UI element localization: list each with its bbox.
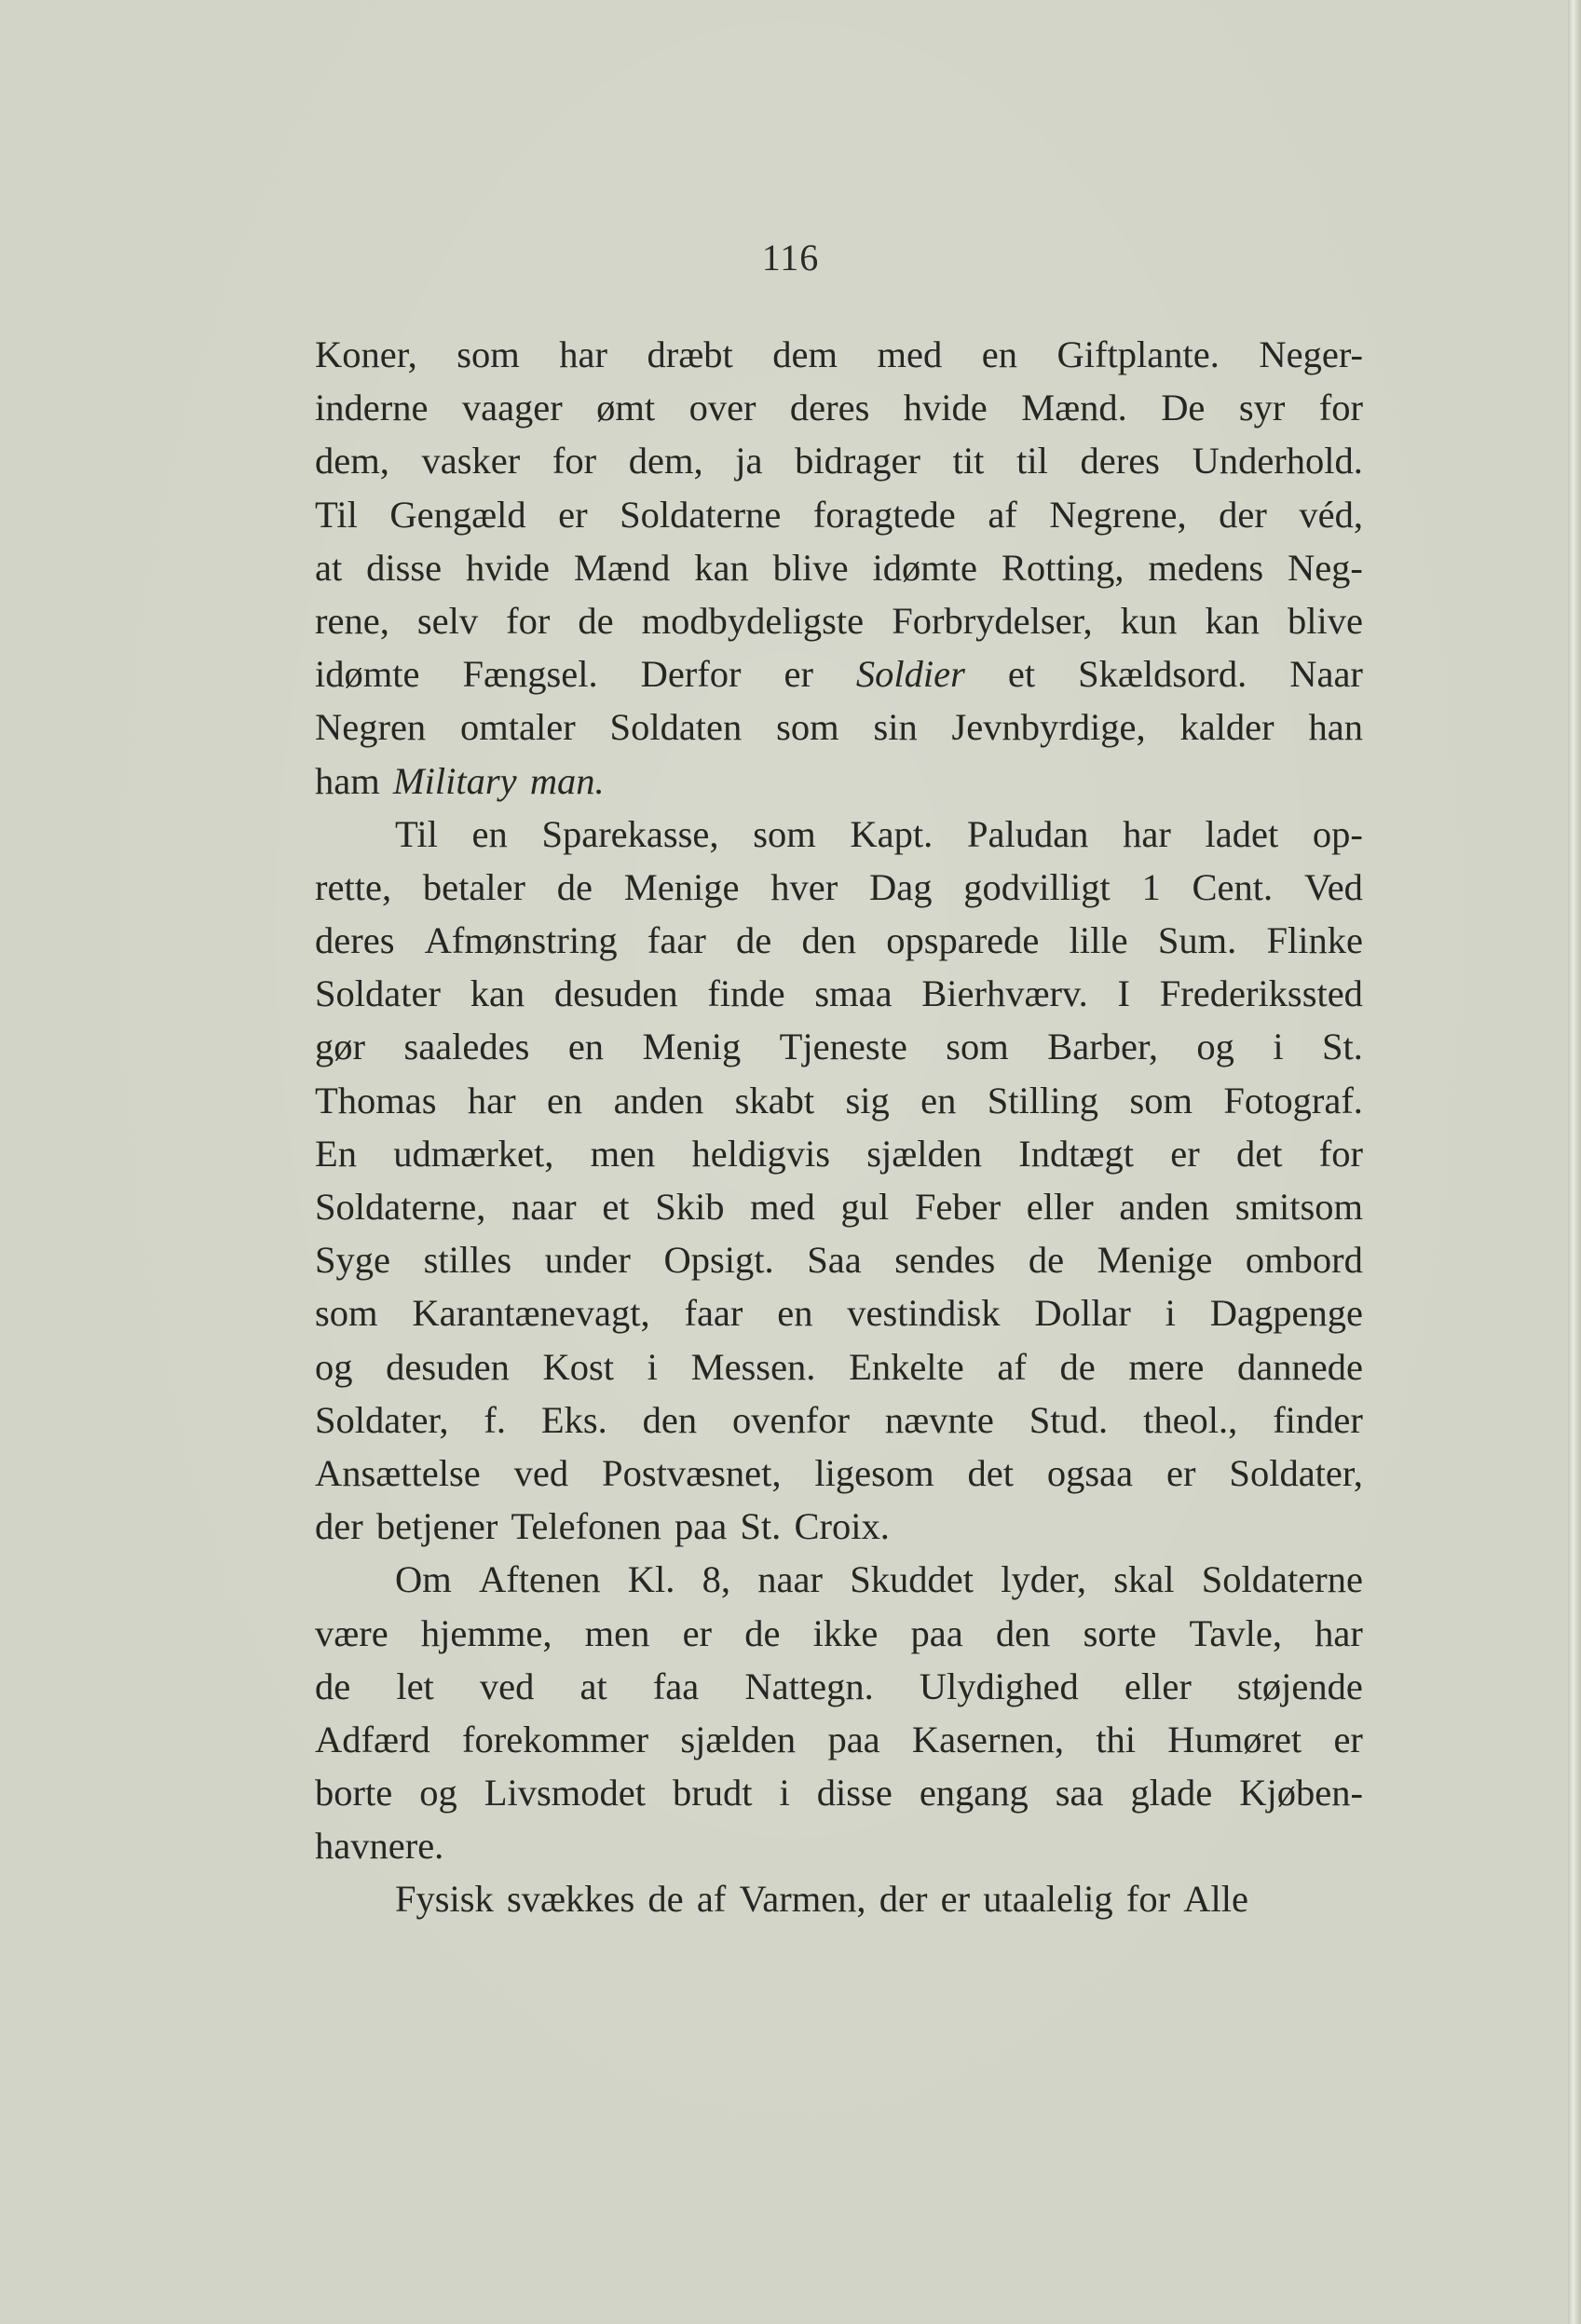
word: Skib [655,1186,725,1228]
word: Menig [642,1026,742,1068]
word: ladet [1205,812,1279,855]
text-line [315,647,1363,700]
word: Dollar [1034,1292,1131,1335]
word: Stud. [1029,1398,1109,1441]
word: ved [479,1665,535,1707]
word: theol., [1143,1398,1238,1441]
text-line [315,1127,1363,1180]
word: heldigvis [691,1132,831,1175]
word: af [997,1345,1027,1388]
word: et [602,1186,630,1228]
word: gør [315,1026,365,1068]
text-line [315,1074,1363,1127]
word: de [744,1611,781,1654]
word: de [315,1665,351,1707]
word: være [315,1611,388,1654]
word: Thomas [315,1079,437,1121]
word: dem [772,333,838,375]
word: til [1016,440,1048,482]
word: for [506,599,551,642]
word: lyder, [1001,1558,1086,1601]
word: i [1165,1292,1176,1335]
word: idømte [315,653,420,696]
word: de [556,865,593,908]
word: Ved [1303,865,1363,908]
word: kan [1205,599,1260,642]
word: dem, [315,440,389,482]
word: et [1007,653,1036,696]
word: sjælden [680,1718,797,1760]
word: deres [315,919,395,962]
word: lille [1069,919,1128,962]
word: vaager [461,387,563,429]
word: Stilling [987,1079,1099,1121]
text-line [315,1447,1363,1500]
word: ved [513,1451,569,1494]
word: støjende [1236,1665,1363,1707]
word: Soldaterne [620,493,782,536]
word: man. [529,759,605,802]
word: I [1117,972,1130,1015]
word: en [777,1292,813,1335]
word: vestindisk [847,1292,1001,1335]
word: Saa [807,1239,862,1282]
word: hvide [465,546,550,589]
word: ovenfor [732,1398,850,1441]
text-line [315,328,1363,381]
text-line [315,1872,1363,1925]
word: Aftenen [479,1558,601,1601]
word: har [559,333,607,375]
word: Telefonen [511,1505,661,1548]
word: Kl. [627,1558,675,1601]
word: det [1235,1132,1283,1175]
text-line [315,434,1363,487]
page-number: 116 [761,237,820,279]
word: kun [1120,599,1178,642]
word: Kjøben- [1239,1772,1363,1814]
word: sendes [894,1239,996,1282]
word: De [1161,387,1206,429]
word: bidrager [795,440,921,482]
word: idømte [872,546,977,589]
word: er [1333,1718,1363,1760]
text-line [315,1286,1363,1339]
text-line [315,381,1363,434]
word: Menige [1097,1239,1213,1282]
word: Tjeneste [779,1026,907,1068]
word: naar [511,1186,577,1228]
word: Nattegn. [744,1665,874,1707]
word: paa [674,1505,728,1548]
word: disse [816,1772,893,1814]
word: med [750,1186,815,1228]
word: Feber [914,1186,1002,1228]
word: Eks. [540,1398,607,1441]
word: for [1318,1132,1363,1175]
paragraph [315,1553,1363,1872]
word: Koner, [315,333,417,375]
word: deres [1080,440,1160,482]
word: har [1123,812,1171,855]
word: disse [366,546,443,589]
word: Dagpenge [1209,1292,1363,1335]
word: selv [416,599,479,642]
word: borte [315,1772,393,1814]
word: Derfor [640,653,742,696]
word: Flinke [1266,919,1363,962]
word: hver [770,865,838,908]
word: St. [740,1505,782,1548]
word: Negrene, [1049,493,1187,536]
word: for [1318,387,1363,429]
word: sin [873,706,918,749]
word: Paludan [966,812,1089,855]
page-edge [1568,0,1581,2324]
paragraph [315,1872,1363,1925]
word: Neg- [1287,546,1363,589]
paragraph [315,328,1363,808]
word: ogsaa [1046,1451,1134,1494]
word: for [1125,1878,1171,1921]
word: en [981,333,1018,375]
word: Soldaterne [1201,1558,1363,1601]
text-line [315,1340,1363,1393]
word: som [457,333,520,375]
word: Til [315,493,358,536]
word: Naar [1289,653,1363,696]
word: deres [789,387,870,429]
word: saaledes [403,1026,530,1068]
word: Skældsord. [1078,653,1247,696]
word: at [315,546,343,589]
text-line [315,808,1363,861]
word: foragtede [812,493,956,536]
word: opsparede [886,919,1040,962]
word: betaler [422,865,526,908]
word: Enkelte [849,1345,964,1388]
word: Forbrydelser, [892,599,1093,642]
word: men [584,1611,650,1654]
text-line [315,700,1363,754]
text-line [315,1713,1363,1766]
word: Til [395,812,438,855]
text-line [315,1819,1363,1872]
word: ikke [812,1611,879,1654]
word: betjener [375,1505,498,1548]
word: Syge [315,1239,390,1282]
word: syr [1238,387,1286,429]
word: Mænd. [1021,387,1127,429]
word: sig [845,1079,890,1121]
word: mere [1128,1345,1205,1388]
word: Karantænevagt, [412,1292,650,1335]
word: de [578,599,614,642]
word: udmærket, [393,1132,554,1175]
text-line [315,1233,1363,1286]
text-line [315,754,1363,808]
word: Croix. [794,1505,890,1548]
word: Afmønstring [424,919,618,962]
word: thi [1096,1718,1136,1760]
word: de [647,1878,684,1921]
word: En [315,1132,357,1175]
word: hjemme, [420,1611,552,1654]
word: Kasernen, [911,1718,1064,1760]
word: Kost [542,1345,615,1388]
word: anden [613,1079,704,1121]
word: hvide [903,387,988,429]
text-line [315,541,1363,594]
word: i [779,1772,790,1814]
word: smaa [814,972,893,1015]
word: anden [1119,1186,1210,1228]
word: Soldaterne, [315,1186,486,1228]
word: skabt [734,1079,815,1121]
word: dannede [1237,1345,1363,1388]
word: Fotograf. [1223,1079,1363,1121]
word: nævnte [884,1398,994,1441]
word: er [1170,1132,1200,1175]
word: Alle [1183,1878,1248,1921]
word: en [567,1026,605,1068]
word: de [1059,1345,1096,1388]
word: desuden [386,1345,510,1388]
text-line [315,1020,1363,1073]
paragraph [315,808,1363,1554]
word: men [590,1132,656,1175]
word: er [1166,1451,1196,1494]
word: som [1129,1079,1193,1121]
word: glade [1130,1772,1213,1814]
text-line [315,488,1363,541]
word: Bierhværv. [921,972,1088,1015]
word: er [940,1878,971,1921]
word: kan [470,972,525,1015]
word: ømt [596,387,656,429]
word: Indtægt [1018,1132,1135,1175]
word: omtaler [460,706,576,749]
word: svækkes [506,1878,635,1921]
text-line [315,594,1363,647]
word: der [1219,493,1267,536]
word: den [995,1611,1051,1654]
word: Ansættelse [315,1451,481,1494]
body-text [315,328,1363,1926]
word: op- [1312,812,1363,855]
word: Fængsel. [462,653,598,696]
word: Fysisk [395,1878,494,1921]
word: Opsigt. [663,1239,774,1282]
word: let [396,1665,434,1707]
word: og [419,1772,457,1814]
word: smitsom [1234,1186,1363,1228]
word: Neger- [1259,333,1363,375]
word: Soldier [855,653,965,696]
word: de [1028,1239,1065,1282]
word: Soldater, [315,1398,449,1441]
word: eller [1026,1186,1094,1228]
text-line [315,1553,1363,1606]
word: Messen. [690,1345,816,1388]
word: blive [1287,599,1363,642]
word: Underhold. [1192,440,1363,482]
word: gul [840,1186,890,1228]
word: f. [484,1398,506,1441]
word: blive [772,546,849,589]
word: Varmen, [739,1878,866,1921]
word: godvilligt [963,865,1111,908]
word: Giftplante. [1056,333,1220,375]
text-line [315,1766,1363,1819]
word: Gengæld [389,493,526,536]
word: ombord [1245,1239,1363,1282]
word: i [647,1345,658,1388]
word: inderne [315,387,429,429]
word: Military [392,759,517,802]
word: Kapt. [850,812,934,855]
word: finde [707,972,785,1015]
word: er [558,493,588,536]
word: finder [1273,1398,1363,1441]
word: Sparekasse, [541,812,719,855]
word: Postvæsnet, [602,1451,782,1494]
word: de [736,919,772,962]
word: paa [827,1718,880,1760]
word: eller [1124,1665,1192,1707]
word: en [546,1079,583,1121]
word: stilles [423,1239,512,1282]
word: dem, [628,440,703,482]
word: af [988,493,1017,536]
word: saa [1055,1772,1104,1814]
word: som [946,1026,1009,1068]
word: modbydeligste [641,599,865,642]
word: Ulydighed [919,1665,1079,1707]
word: Menige [623,865,740,908]
word: vasker [421,440,521,482]
text-line [315,1500,1363,1553]
text-line [315,1607,1363,1660]
word: Mænd [573,546,671,589]
word: faar [647,919,706,962]
word: og [315,1345,353,1388]
text-line [315,1393,1363,1447]
word: sjælden [866,1132,983,1175]
word: over [688,387,756,429]
word: Soldater [315,972,441,1015]
word: skal [1113,1558,1175,1601]
word: Soldaten [609,706,743,749]
word: som [776,706,839,749]
word: paa [910,1611,963,1654]
text-line [315,1180,1363,1233]
word: der [315,1505,363,1548]
word: Jevnbyrdige, [951,706,1146,749]
word: den [642,1398,698,1441]
word: er [784,653,813,696]
word: kalder [1179,706,1274,749]
word: engang [919,1772,1029,1814]
word: ham [315,759,380,802]
word: kan [694,546,749,589]
word: Skuddet [850,1558,974,1601]
word: Sum. [1157,919,1237,962]
word: sorte [1083,1611,1157,1654]
word: Rotting, [1001,546,1124,589]
word: med [877,333,943,375]
word: under [544,1239,631,1282]
word: Tavle, [1189,1611,1282,1654]
word: 8, [702,1558,730,1601]
word: Frederikssted [1159,972,1363,1015]
word: ja [735,440,763,482]
word: af [696,1878,727,1921]
word: den [801,919,856,962]
word: Negren [315,706,427,749]
word: Dag [869,865,933,908]
word: det [967,1451,1015,1494]
word: forekommer [462,1718,649,1760]
word: Soldater, [1229,1451,1363,1494]
word: desuden [553,972,678,1015]
word: er [682,1611,713,1654]
word: rette, [315,865,392,908]
word: medens [1148,546,1264,589]
word: havnere. [315,1825,444,1868]
word: Barber, [1047,1026,1158,1068]
word: i [1273,1026,1284,1068]
text-line [315,1660,1363,1713]
word: St. [1322,1026,1363,1068]
word: som [315,1292,378,1335]
text-line [315,861,1363,914]
word: faa [652,1665,700,1707]
word: naar [757,1558,823,1601]
word: har [467,1079,516,1121]
word: der [879,1878,928,1921]
word: for [552,440,597,482]
word: en [471,812,508,855]
word: han [1308,706,1363,749]
word: tit [952,440,985,482]
word: faar [684,1292,743,1335]
word: Adfærd [315,1718,430,1760]
word: og [1196,1026,1234,1068]
word: dræbt [647,333,733,375]
word: Humøret [1167,1718,1302,1760]
word: brudt [673,1772,753,1814]
word: har [1315,1611,1363,1654]
word: en [920,1079,957,1121]
word: ligesom [814,1451,934,1494]
word: utaalelig [983,1878,1113,1921]
word: som [753,812,816,855]
word: Om [395,1558,452,1601]
word: Livsmodet [484,1772,646,1814]
word: rene, [315,599,389,642]
word: at [579,1665,607,1707]
text-line [315,967,1363,1020]
word: Cent. [1192,865,1274,908]
word: 1 [1141,865,1161,908]
text-line [315,914,1363,967]
word: véd, [1299,493,1363,536]
